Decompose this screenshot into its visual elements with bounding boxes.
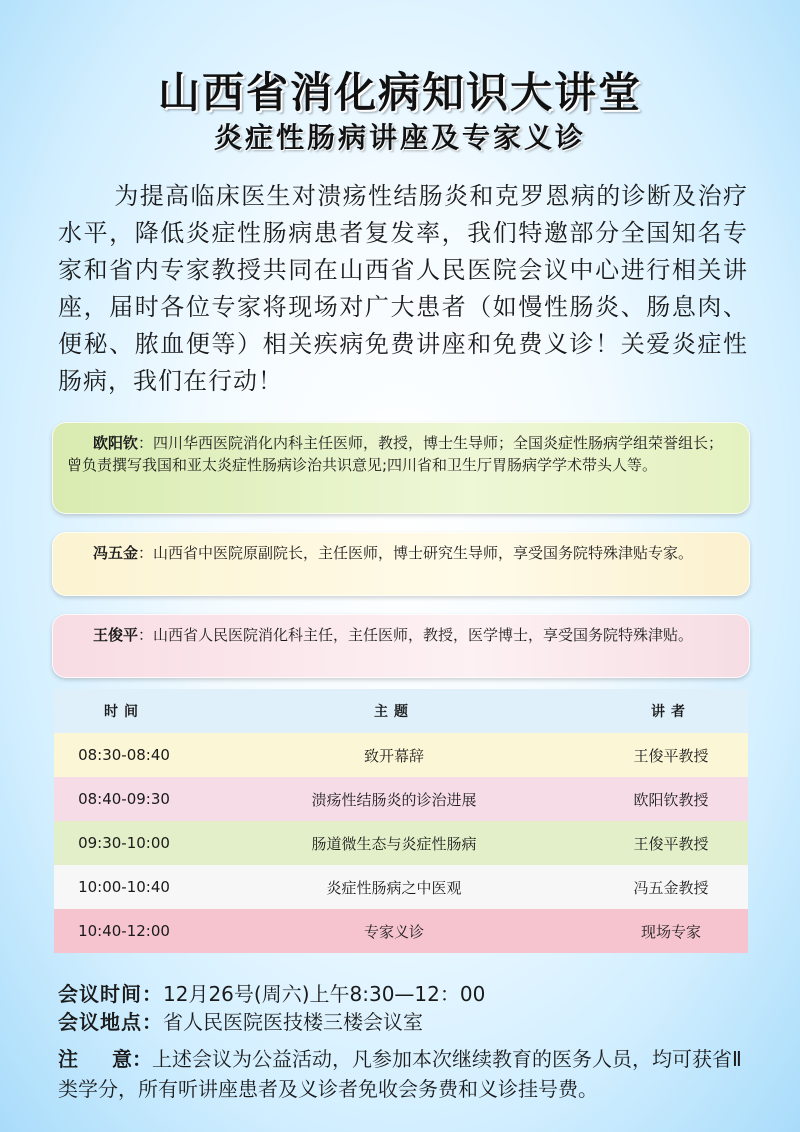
note-label-second: 意： [112,1047,152,1071]
row-speaker: 现场专家 [640,922,701,941]
schedule-header-row [54,689,748,733]
expert-card-ouyang [52,422,750,514]
expert-desc: ：四川华西医院消化内科主任医师，教授，博士生导师；全国炎症性肠病学组荣誉组长；曾负责撰写我国和亚太炎症性肠病诊治共识意见;四川省和卫生厅胃肠病学学术带头人等。 [67,434,724,474]
intro-paragraph [58,178,748,400]
intro-text: 为提高临床医生对溃疡性结肠炎和克罗恩病的诊断及治疗水平，降低炎症性肠病患者复发率，我们特邀部分全国知名专家和省内专家教授共同在山西省人民医院会议中心进行相关讲座，届时各位专家将现场对广大患者（如慢性肠炎、肠息肉、便秘、脓血便等）相关疾病免费讲座和免费义诊！关爱炎症性肠病，我们在行动！ [58,182,748,395]
meeting-time [58,978,758,1007]
row-topic: 炎症性肠病之中医观 [326,878,462,897]
expert-card-feng [52,532,750,596]
row-topic: 专家义诊 [363,922,424,941]
header-time: 时间 [104,704,144,720]
row-speaker: 王俊平教授 [633,834,709,853]
meeting-place [58,1006,758,1035]
note-label-first: 注 [58,1047,78,1071]
meeting-place-value: 省人民医院医技楼三楼会议室 [163,1010,423,1034]
meeting-time-label: 会议时间： [58,982,163,1006]
expert-desc: ：山西省人民医院消化科主任，主任医师，教授，医学博士，享受国务院特殊津贴。 [138,626,694,644]
row-time: 09:30-10:00 [78,834,170,852]
table-row [54,777,748,821]
schedule-table [54,689,748,953]
row-speaker: 冯五金教授 [633,878,709,897]
row-speaker: 欧阳钦教授 [633,790,709,809]
row-time: 10:00-10:40 [78,878,170,896]
row-topic: 溃疡性结肠炎的诊治进展 [311,790,477,809]
note-value: 上述会议为公益活动，凡参加本次继续教育的医务人员，均可获省Ⅱ类学分，所有听讲座患者及义诊者免收会务费和义诊挂号费。 [58,1047,742,1101]
header-topic: 主题 [374,704,414,720]
row-time: 08:40-09:30 [78,790,170,808]
row-time: 08:30-08:40 [78,746,170,764]
page-title: 山西省消化病知识大讲堂 [157,68,642,117]
table-row [54,909,748,953]
expert-name: 欧阳钦 [93,434,139,452]
meeting-place-label: 会议地点： [58,1010,163,1034]
row-speaker: 王俊平教授 [633,746,709,765]
expert-name: 冯五金 [93,544,139,562]
expert-desc: ：山西省中医院原副院长，主任医师，博士研究生导师，享受国务院特殊津贴专家。 [138,544,694,562]
page-subtitle: 炎症性肠病讲座及专家义诊 [213,121,586,154]
expert-card-wang [52,614,750,678]
table-row [54,733,748,777]
table-row [54,865,748,909]
header-speaker: 讲者 [651,704,691,720]
row-topic: 肠道微生态与炎症性肠病 [311,834,477,853]
row-topic: 致开幕辞 [363,746,424,765]
table-row [54,821,748,865]
meeting-note [58,1044,758,1104]
expert-name: 王俊平 [93,626,139,644]
meeting-time-value: 12月26号(周六)上午8:30—12：00 [163,982,486,1006]
row-time: 10:40-12:00 [78,922,170,940]
